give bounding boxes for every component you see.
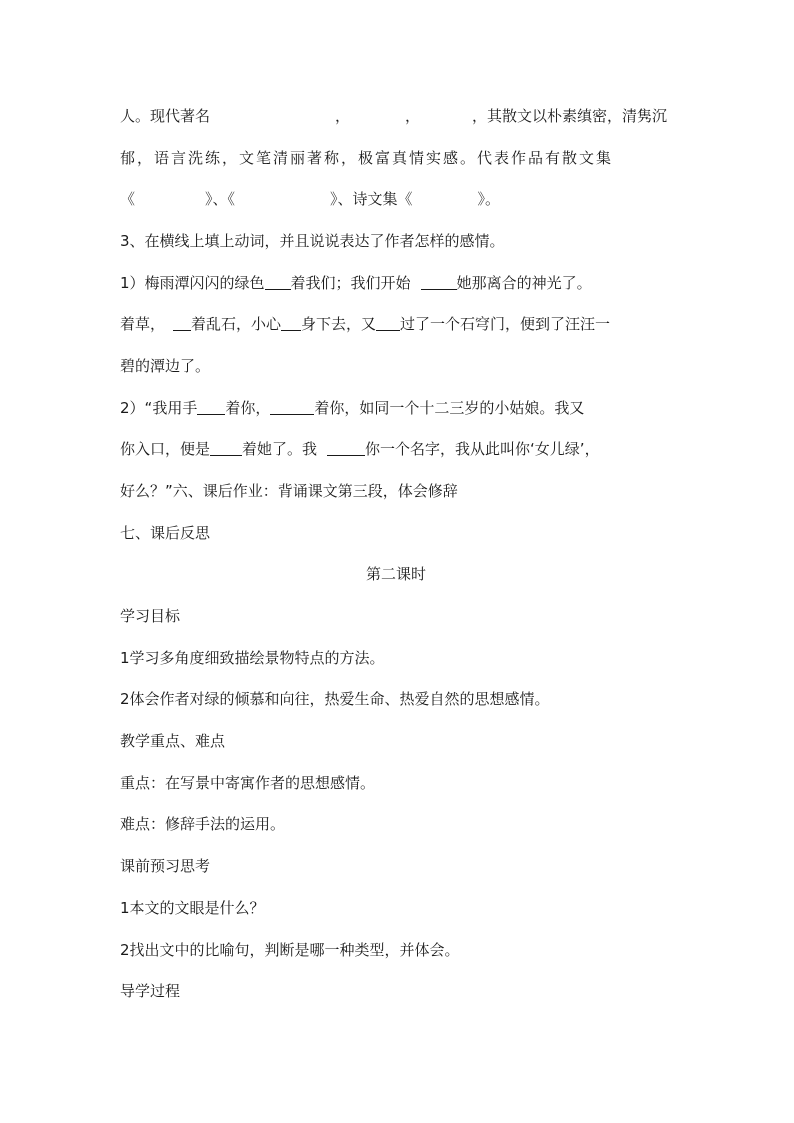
- difficult-point: 难点：修辞手法的运用。: [120, 815, 286, 833]
- text-segment: 1）梅雨潭闪闪的绿色: [120, 274, 265, 292]
- section-heading-reflection: 七、课后反思: [120, 524, 211, 542]
- paragraph-line-1: [120, 104, 680, 128]
- question-line-5: [120, 437, 680, 461]
- text-segment: 着乱石，小心: [191, 315, 282, 333]
- question-heading-3: 3、在横线上填上动词，并且说说表达了作者怎样的感情。: [120, 232, 505, 250]
- text-segment: 身下去，又: [301, 315, 377, 333]
- fill-blank: [210, 439, 242, 456]
- text-segment: 着草，: [120, 315, 166, 333]
- text-segment: ，: [405, 107, 421, 125]
- text-segment: ，: [335, 107, 351, 125]
- lesson-title: 第二课时: [365, 565, 426, 583]
- preview-question-1: 1本文的文眼是什么？: [120, 899, 265, 917]
- question-line-4: [120, 396, 680, 420]
- text-segment: 你入口，便是: [120, 440, 211, 458]
- goal-item-2: 2体会作者对绿的倾慕和向往，热爱生命、热爱自然的思想感情。: [120, 690, 550, 708]
- key-point: 重点：在写景中寄寓作者的思想感情。: [120, 774, 376, 792]
- heading-guided-process: 导学过程: [120, 982, 181, 1000]
- heading-preview-questions: 课前预习思考: [120, 857, 211, 875]
- fill-blank: [270, 398, 314, 415]
- question-line-1: [120, 271, 680, 295]
- fill-blank: [327, 439, 365, 456]
- text-segment: 《: [120, 190, 136, 208]
- text-segment: 着你，如同一个十二三岁的小姑娘。我又: [314, 399, 585, 417]
- text-segment: 她那离合的神光了。: [456, 274, 592, 292]
- goal-item-1: 1学习多角度细致描绘景物特点的方法。: [120, 649, 385, 667]
- text-segment: 》、诗文集《: [330, 190, 413, 208]
- heading-key-points: 教学重点、难点: [120, 732, 226, 750]
- fill-blank: [281, 314, 301, 331]
- paragraph-line-3: [120, 187, 680, 211]
- fill-blank: [421, 273, 457, 290]
- heading-learning-goals: 学习目标: [120, 607, 181, 625]
- text-segment: 你一个名字，我从此叫你‘女儿绿’，: [365, 440, 600, 458]
- fill-blank: [265, 273, 291, 290]
- text-segment: 着我们；我们开始: [290, 274, 411, 292]
- text-segment: 》。: [477, 190, 501, 208]
- text-segment: 过了一个石穹门，便到了汪汪一: [400, 315, 611, 333]
- paragraph-line-2: 郁，语言洗练，文笔清丽著称，极富真情实感。代表作品有散文集: [120, 149, 614, 167]
- question-line-3: 碧的潭边了。: [120, 357, 211, 375]
- fill-blank: [376, 314, 400, 331]
- text-segment: 着你，: [225, 399, 271, 417]
- preview-question-2: 2找出文中的比喻句，判断是哪一种类型，并体会。: [120, 941, 460, 959]
- fill-blank: [173, 314, 191, 331]
- fill-blank: [197, 398, 225, 415]
- text-segment: 人。现代著名: [120, 107, 211, 125]
- question-line-6: 好么？”六、课后作业：背诵课文第三段，体会修辞: [120, 482, 458, 500]
- text-segment: 》、《: [205, 190, 236, 208]
- text-segment: 2）“我用手: [120, 399, 198, 417]
- text-segment: 着她了。我: [242, 440, 318, 458]
- text-segment: ，其散文以朴素缜密，清隽沉: [472, 107, 668, 125]
- question-line-2: [120, 312, 680, 336]
